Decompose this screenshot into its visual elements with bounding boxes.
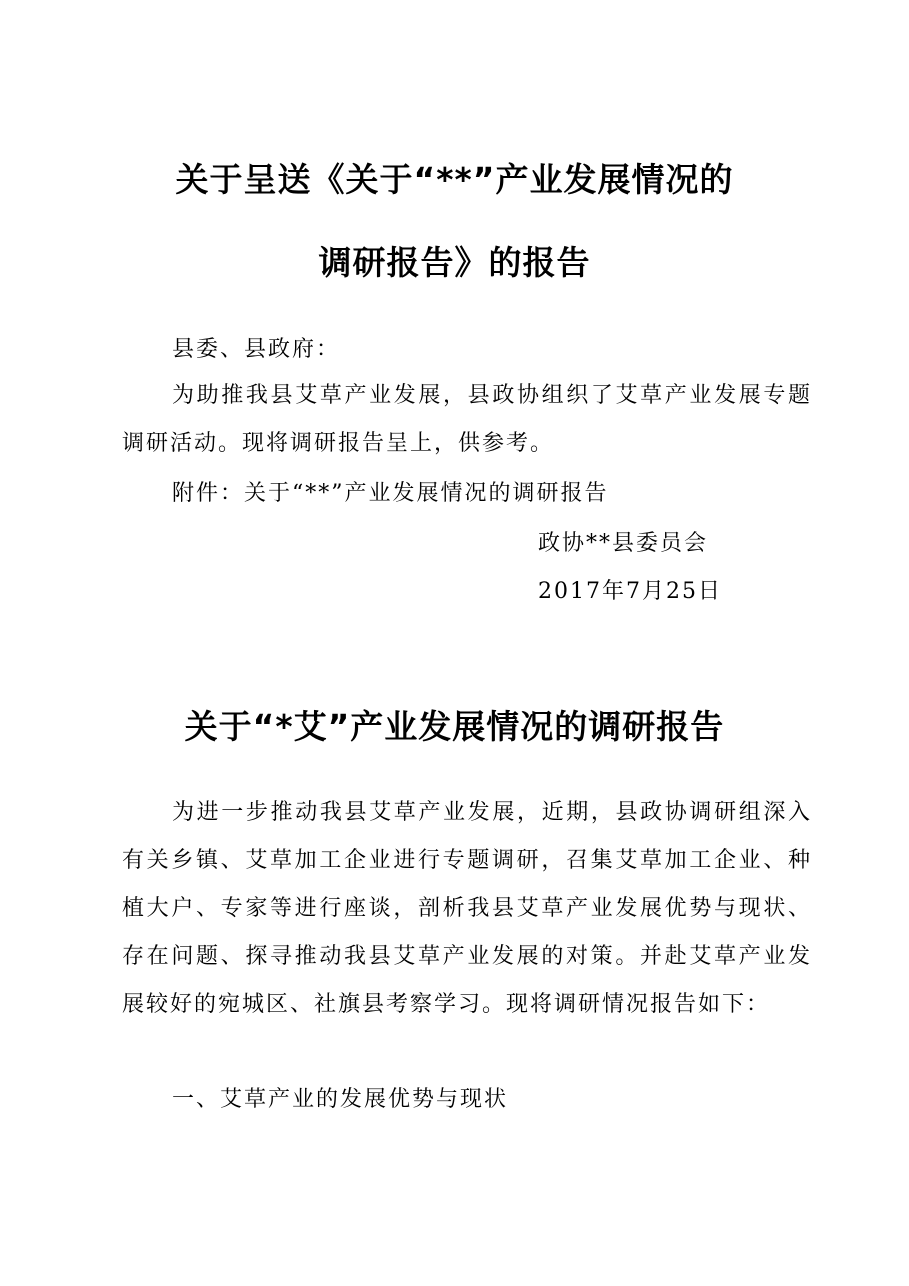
report-intro-paragraph: 为进一步推动我县艾草产业发展，近期，县政协调研组深入有关乡镇、艾草加工企业进行专题调研，召集艾草加工企业、种植大户、专家等进行座谈，剖析我县艾草产业发展优势与现状、存在问题、探寻推动我县艾草产业发展的对策。并赴艾草产业发展较好的宛城区、社旗县考察学习。现将调研情况报告如下： [122, 800, 812, 1017]
cover-body-paragraph: 为助推我县艾草产业发展，县政协组织了艾草产业发展专题调研活动。现将调研报告呈上，供参考。 [122, 383, 812, 456]
date: 2017年7月25日 [538, 579, 722, 604]
salutation: 县委、县政府： [172, 337, 341, 362]
attachment-line: 附件：关于“**”产业发展情况的调研报告 [172, 481, 609, 506]
signature: 政协**县委员会 [538, 531, 709, 556]
section1-heading: 一、艾草产业的发展优势与现状 [172, 1087, 509, 1112]
cover-title-line2: 调研报告》的报告 [318, 243, 591, 282]
report-title: 关于“*艾”产业发展情况的调研报告 [184, 707, 725, 746]
cover-title-line1: 关于呈送《关于“**”产业发展情况的 [175, 160, 734, 199]
